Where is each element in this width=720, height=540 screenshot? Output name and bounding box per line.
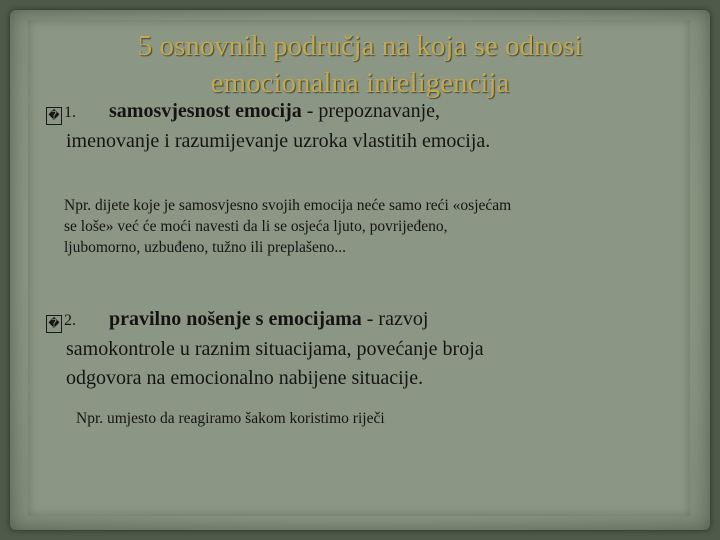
point-1-line-2: imenovanje i razumijevanje uzroka vlastitih emocija. (66, 130, 491, 152)
example-1-line-1: Npr. dijete koje je samosvjesno svojih emocija neće samo reći «osjećam (64, 197, 512, 214)
title-line-2: emocionalna inteligencija (210, 67, 510, 99)
point-2-number: 2. (64, 312, 76, 329)
point-1-rest: - prepoznavanje, (301, 100, 441, 122)
bullet-2-icon: � (46, 315, 62, 333)
example-1 (64, 195, 684, 258)
example-2: Npr. umjesto da reagiramo šakom koristimo riječi (76, 410, 385, 427)
slide-title (40, 28, 680, 102)
point-2 (46, 305, 686, 393)
example-1-line-3: ljubomorno, uzbuđeno, tužno ili preplašeno... (64, 239, 346, 256)
point-1-heading: samosvjesnost emocija (109, 100, 302, 122)
point-2-rest: - razvoj (361, 308, 429, 330)
point-1 (46, 97, 686, 155)
point-2-line-3: odgovora na emocionalno nabijene situacije. (66, 367, 424, 389)
example-1-line-2: se loše» već će moći navesti da li se osjeća ljuto, povrijeđeno, (64, 218, 448, 235)
title-line-1: 5 osnovnih područja na koja se odnosi (137, 30, 583, 62)
point-2-line-2: samokontrole u raznim situacijama, povećanje broja (66, 338, 484, 360)
point-1-number: 1. (64, 104, 76, 121)
bullet-1-icon: � (46, 107, 62, 125)
point-2-heading: pravilno nošenje s emocijama (109, 308, 362, 330)
